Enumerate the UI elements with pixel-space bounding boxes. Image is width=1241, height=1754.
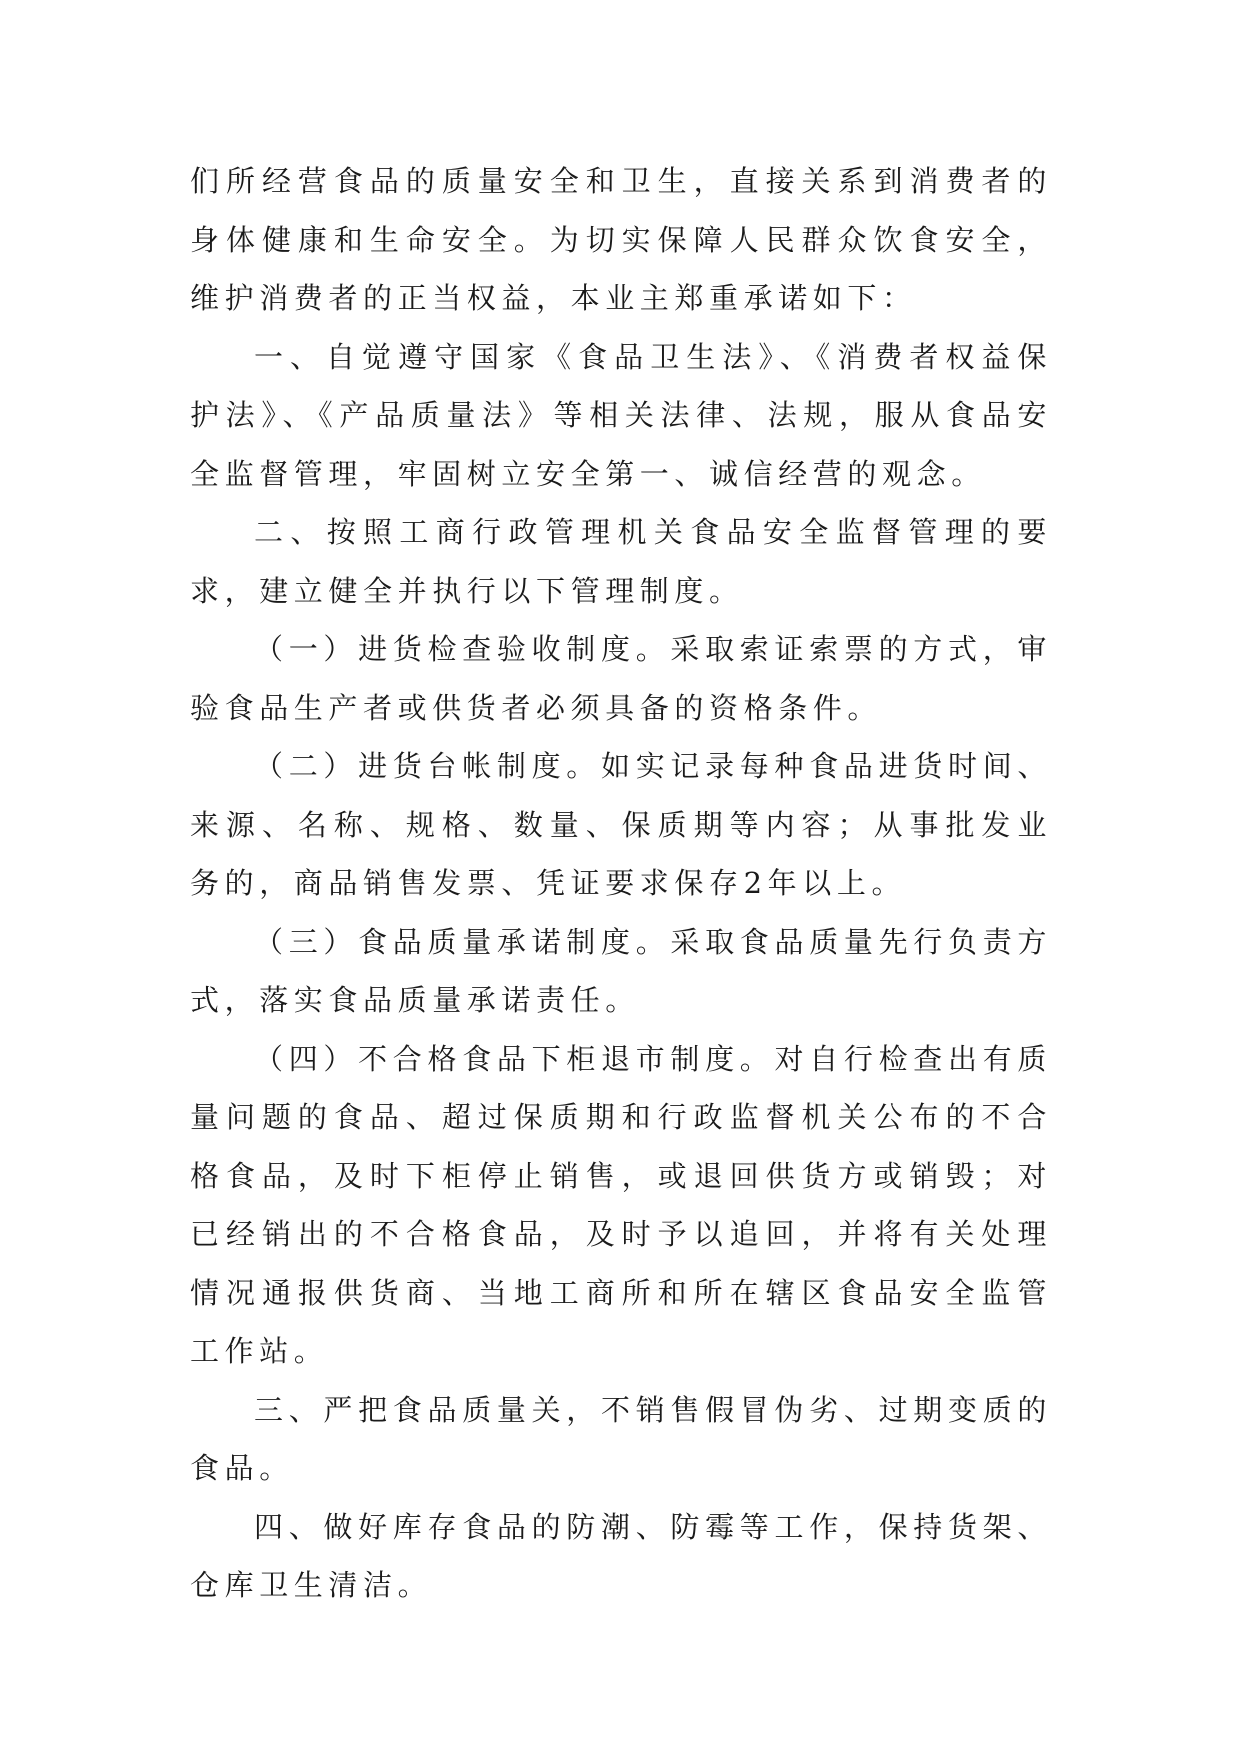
paragraph-subitem-1: （一）进货检查验收制度。采取索证索票的方式，审验食品生产者或供货者必须具备的资格条件。	[190, 632, 1052, 725]
paragraph-subitem-2: （二）进货台帐制度。如实记录每种食品进货时间、来源、名称、规格、数量、保质期等内容；从事批发业务的，商品销售发票、凭证要求保存2年以上。	[190, 749, 1052, 900]
paragraph-subitem-4: （四）不合格食品下柜退市制度。对自行检查出有质量问题的食品、超过保质期和行政监督机关公布的不合格食品，及时下柜停止销售，或退回供货方或销毁；对已经销出的不合格食品，及时予以追回，并将有关处理情况通报供货商、当地工商所和所在辖区食品安全监管工作站。	[190, 1041, 1052, 1368]
paragraph-item-2: 二、按照工商行政管理机关食品安全监督管理的要求，建立健全并执行以下管理制度。	[190, 515, 1052, 608]
paragraph-item-4: 四、做好库存食品的防潮、防霉等工作，保持货架、仓库卫生清洁。	[190, 1509, 1052, 1602]
paragraph-item-3: 三、严把食品质量关，不销售假冒伪劣、过期变质的食品。	[190, 1392, 1052, 1485]
paragraph-intro: 们所经营食品的质量安全和卫生，直接关系到消费者的身体健康和生命安全。为切实保障人民群众饮食安全，维护消费者的正当权益，本业主郑重承诺如下：	[190, 164, 1052, 315]
paragraph-item-1: 一、自觉遵守国家《食品卫生法》、《消费者权益保护法》、《产品质量法》等相关法律、法规，服从食品安全监督管理，牢固树立安全第一、诚信经营的观念。	[190, 339, 1052, 491]
document-body	[190, 152, 1052, 1615]
paragraph-subitem-3: （三）食品质量承诺制度。采取食品质量先行负责方式，落实食品质量承诺责任。	[190, 924, 1052, 1017]
